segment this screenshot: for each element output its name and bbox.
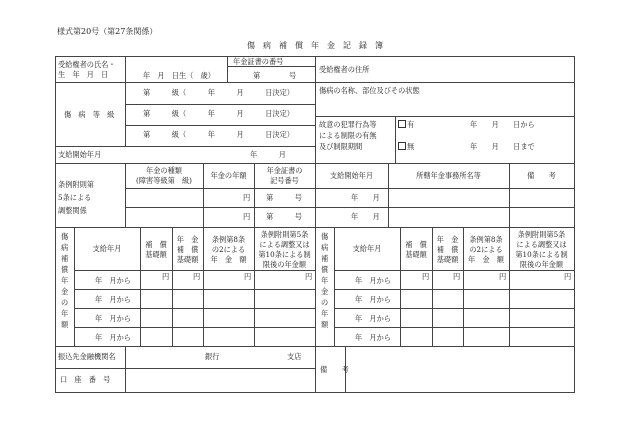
col-art5: による調整又は — [516, 240, 567, 249]
col-start: 支給開始年月 — [329, 171, 374, 180]
period-from[interactable]: 年 月 日から — [470, 120, 535, 129]
side-char: 償 — [61, 265, 69, 274]
side-char: 年 — [61, 309, 69, 318]
yen-unit: 円 — [453, 272, 461, 281]
side-char: 年 — [321, 309, 329, 318]
checkbox-icon — [398, 142, 406, 150]
yen-unit: 円 — [305, 272, 313, 281]
row-month[interactable]: 年 月から — [355, 295, 391, 304]
side-char: 償 — [321, 265, 329, 274]
col-pension-base: 補 償 — [436, 245, 459, 254]
checkbox-yes[interactable] — [398, 120, 414, 129]
col-pay-month: 支給年月 — [352, 244, 382, 253]
side-char: 額 — [61, 320, 69, 329]
row-month[interactable]: 年 月から — [355, 276, 391, 285]
side-char: 額 — [321, 320, 329, 329]
adjust-label: 調整関係 — [58, 206, 87, 215]
col-base: 補 償 — [145, 240, 167, 249]
col-art5: 条例附則第5条 — [517, 230, 566, 239]
col-art8: 条例第8条 — [469, 235, 503, 244]
grade-row[interactable]: 第 級（ 年 月 日決定） — [143, 88, 294, 97]
adjust-label: 5条による — [58, 193, 92, 202]
checkbox-yes-label: 有 — [407, 120, 415, 129]
checkbox-no[interactable] — [398, 142, 414, 151]
side-char: 傷 — [321, 232, 329, 241]
col-pay-month: 支給年月 — [92, 244, 122, 253]
col-pension-base: 補 償 — [176, 245, 199, 254]
side-char: の — [61, 298, 69, 307]
col-art5: 条例附則第5条 — [260, 230, 309, 239]
col-office: 所轄年金事務所名等 — [416, 171, 481, 180]
side-char: 傷 — [61, 232, 69, 241]
row-month[interactable]: 年 月から — [95, 295, 131, 304]
birth-value[interactable]: 年 月 日生（ 歳） — [143, 71, 215, 80]
adjust-cert-no[interactable]: 第 号 — [266, 212, 302, 221]
injury-label: 傷病の名称、部位及びその状態 — [319, 86, 420, 95]
adjust-ym[interactable]: 年 月 — [351, 212, 380, 221]
row-month[interactable]: 年 月から — [95, 276, 131, 285]
restriction-label: による制限の有無 — [319, 131, 377, 140]
col-art8: の2による — [211, 245, 246, 254]
adjust-label: 条例附則第 — [58, 180, 94, 189]
col-art5: 限後の年金額 — [519, 260, 564, 269]
start-value[interactable]: 年 月 — [250, 150, 286, 159]
side-char: 補 — [61, 254, 69, 263]
grade-label: 傷 病 等 級 — [64, 110, 115, 119]
col-art5: 第10条による制 — [258, 250, 311, 259]
col-art5: 限後の年金額 — [262, 260, 307, 269]
col-base: 補 償 — [405, 240, 427, 249]
note-label: 備 考 — [320, 365, 349, 374]
form-number: 様式第20号（第27条関係） — [57, 27, 158, 36]
col-base: 基礎額 — [405, 250, 427, 259]
col-note: 備 考 — [527, 171, 556, 180]
side-char: の — [321, 298, 329, 307]
restriction-label: 故意の犯罪行為等 — [319, 120, 377, 129]
row-month[interactable]: 年 月から — [95, 314, 131, 323]
col-pension-base: 基礎額 — [176, 255, 199, 264]
page-title: 傷 病 補 償 年 金 記 録 簿 — [247, 41, 383, 50]
yen-unit: 円 — [244, 272, 252, 281]
yen-unit: 円 — [422, 272, 430, 281]
birth-label: 生 年 月 日 — [58, 70, 109, 79]
col-art8: 条例第8条 — [211, 235, 246, 244]
checkbox-icon — [398, 120, 406, 128]
restriction-label: 及び制限期間 — [319, 142, 363, 151]
col-base: 基礎額 — [145, 250, 167, 259]
bank-label: 振込先金融機関名 — [58, 352, 116, 361]
grade-row[interactable]: 第 級（ 年 月 日決定） — [143, 130, 294, 139]
account-label: 口 座 番 号 — [60, 375, 111, 384]
col-art8: 年 金 額 — [210, 255, 247, 264]
yen-unit: 円 — [564, 272, 572, 281]
side-char: 補 — [321, 254, 329, 263]
name-label: 受給権者の氏名・ — [58, 60, 116, 69]
period-to[interactable]: 年 月 日まで — [470, 142, 535, 151]
col-art8: 年 金 額 — [468, 255, 504, 264]
col-pension-base: 年 金 — [436, 235, 459, 244]
adjust-yen: 円 — [243, 212, 251, 221]
col-pension-base: 基礎額 — [436, 255, 459, 264]
col-art5: による調整又は — [259, 240, 310, 249]
cert-number-value[interactable]: 第 号 — [253, 71, 297, 80]
yen-unit: 円 — [193, 272, 201, 281]
col-art5: 第10条による制 — [515, 250, 568, 259]
side-char: 金 — [321, 287, 329, 296]
bank-name[interactable]: 銀行 — [205, 352, 220, 361]
grade-row[interactable]: 第 級（ 年 月 日決定） — [143, 109, 294, 118]
address-label: 受給権者の住所 — [319, 65, 370, 74]
row-month[interactable]: 年 月から — [355, 314, 391, 323]
col-annual-amount: 年金の年額 — [210, 171, 247, 180]
yen-unit: 円 — [499, 272, 507, 281]
branch-name[interactable]: 支店 — [287, 352, 302, 361]
adjust-cert-no[interactable]: 第 号 — [266, 193, 302, 202]
side-char: 年 — [321, 276, 329, 285]
col-pension-type: 年金の種類 — [146, 166, 182, 175]
adjust-ym[interactable]: 年 月 — [351, 193, 380, 202]
checkbox-no-label: 無 — [407, 142, 415, 151]
col-cert-number: 年金証書の — [266, 166, 303, 175]
side-char: 金 — [61, 287, 69, 296]
yen-unit: 円 — [162, 272, 170, 281]
side-char: 年 — [61, 276, 69, 285]
col-pension-type-sub: (障害等級第 級) — [136, 176, 192, 185]
col-cert-number: 記号番号 — [270, 176, 299, 185]
start-label: 支給開始年月 — [58, 150, 102, 159]
col-pension-base: 年 金 — [176, 235, 199, 244]
side-char: 病 — [61, 243, 69, 252]
adjust-yen: 円 — [243, 193, 251, 202]
side-char: 病 — [321, 243, 329, 252]
row-month[interactable]: 年 月から — [355, 333, 391, 342]
row-month[interactable]: 年 月から — [95, 333, 131, 342]
col-art8: の2による — [469, 245, 503, 254]
cert-number-label: 年金証書の番号 — [233, 57, 284, 66]
